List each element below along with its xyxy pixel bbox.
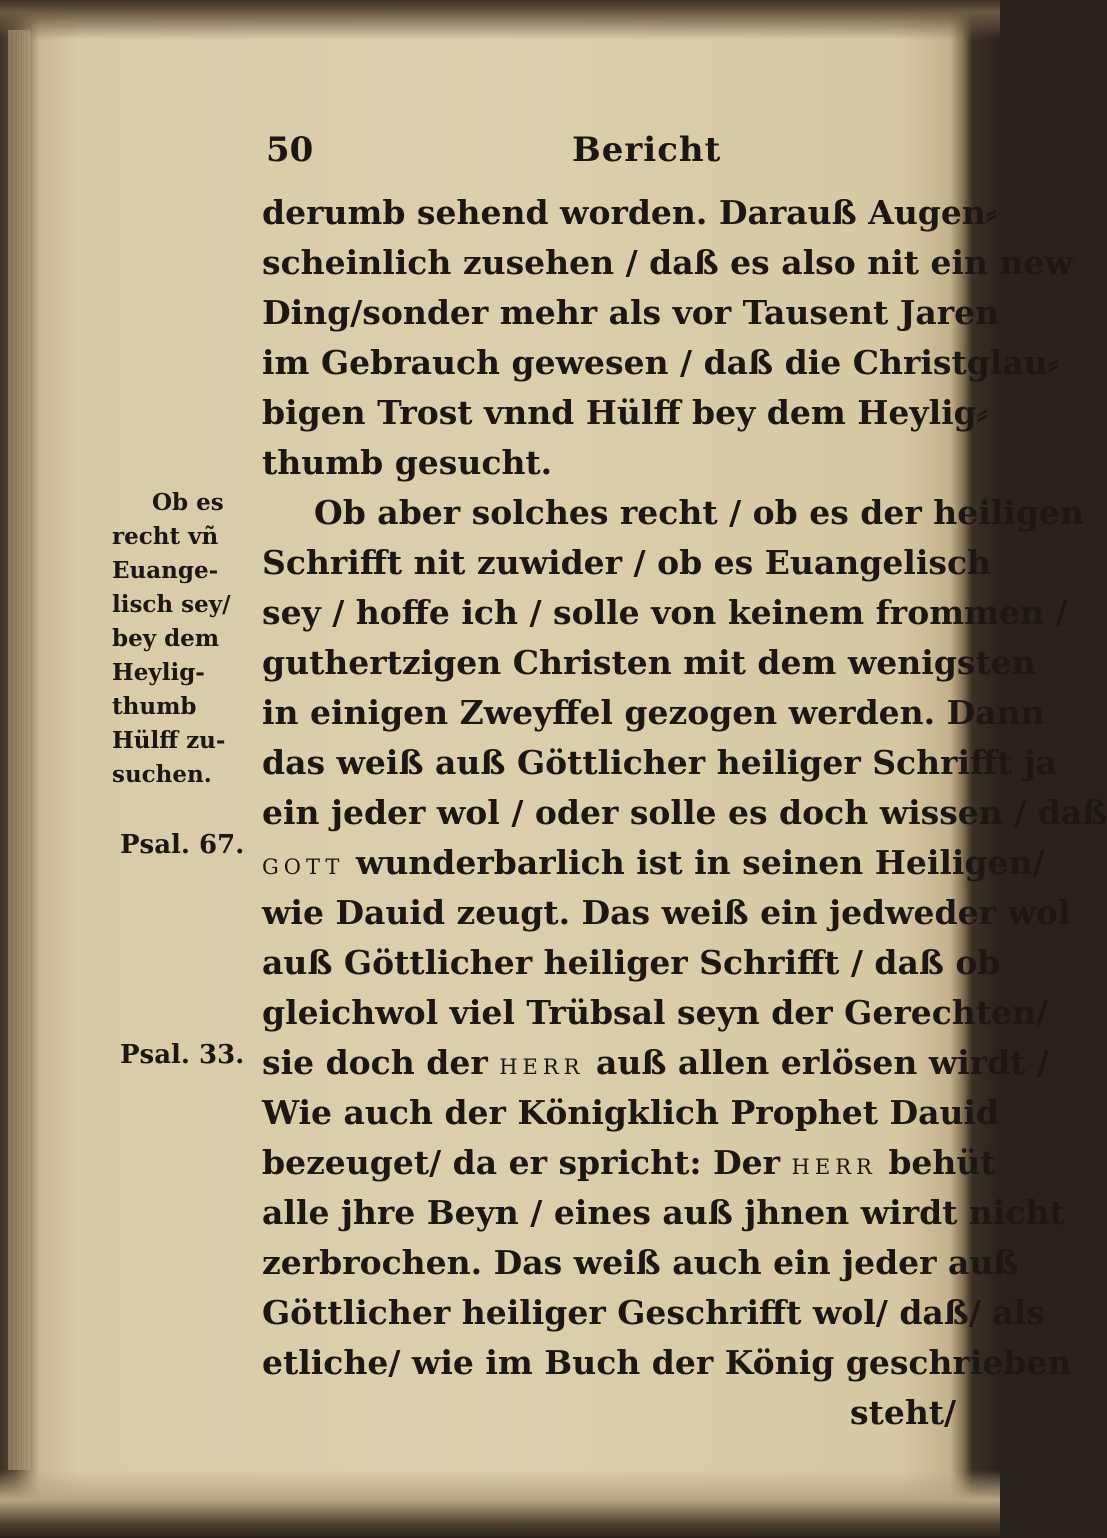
text-line: Schrifft nit zuwider / ob es Euangelisch — [262, 543, 992, 582]
text-line: thumb gesucht. — [262, 443, 553, 482]
text-line: Ding/sonder mehr als vor Tausent Jaren — [262, 293, 1000, 332]
text-line — [262, 838, 1045, 888]
margin-note-line: Hülff zu- — [112, 727, 226, 754]
catchword: steht/ — [850, 1393, 957, 1432]
book-page-edges — [8, 30, 30, 1470]
small-caps-herr: HERR — [499, 1055, 585, 1079]
text-line: wie Dauid zeugt. Das weiß ein jedweder wol — [262, 893, 1071, 932]
text-line-segment: wunderbarlich ist in seinen Heiligen/ — [355, 843, 1045, 882]
small-caps-herr: HERR — [791, 1155, 877, 1179]
margin-psalm-reference: Psal. 33. — [120, 1040, 245, 1070]
text-line: alle jhre Beyn / eines auß jhnen wirdt nicht — [262, 1193, 1065, 1232]
margin-psalm-reference: Psal. 67. — [120, 830, 245, 860]
margin-note-line: thumb — [112, 693, 197, 720]
text-line-segment: auß allen erlösen wirdt / — [596, 1043, 1050, 1082]
running-title: Bericht — [572, 130, 722, 170]
margin-note-line: Heylig- — [112, 659, 205, 686]
text-line: guthertzigen Christen mit dem wenigsten — [262, 643, 1036, 682]
page-top-shadow — [0, 0, 1000, 40]
text-line: gleichwol viel Trübsal seyn der Gerechten/ — [262, 993, 1049, 1032]
text-line: sey / hoffe ich / solle von keinem frommen / — [262, 593, 1068, 632]
text-line: etliche/ wie im Buch der König geschrieben — [262, 1343, 1072, 1382]
text-line: derumb sehend worden. Darauß Augen⸗ — [262, 193, 997, 232]
margin-note-line: Ob es — [152, 489, 224, 516]
text-line — [262, 1138, 996, 1188]
margin-note-line: recht vñ — [112, 523, 219, 550]
page-header — [262, 130, 942, 180]
page-number: 50 — [266, 130, 314, 170]
margin-note-line: suchen. — [112, 761, 212, 788]
text-line: Ob aber solches recht / ob es der heiligen — [314, 493, 1084, 532]
text-line: zerbrochen. Das weiß auch ein jeder auß — [262, 1243, 1019, 1282]
text-line — [262, 1038, 1049, 1088]
text-line: das weiß auß Göttlicher heiliger Schrifft ja — [262, 743, 1058, 782]
text-line: bigen Trost vnnd Hülff bey dem Heylig⸗ — [262, 393, 988, 432]
text-line: auß Göttlicher heiliger Schrifft / daß ob — [262, 943, 1001, 982]
text-line-segment: behüt — [888, 1143, 996, 1182]
text-line: ein jeder wol / oder solle es doch wissen / daß — [262, 793, 1107, 832]
small-caps-gott: GOTT — [262, 855, 345, 879]
text-line-segment: sie doch der — [262, 1043, 488, 1082]
text-line: in einigen Zweyffel gezogen werden. Dann — [262, 693, 1045, 732]
text-line: Göttlicher heiliger Geschrifft wol/ daß/ als — [262, 1293, 1045, 1332]
margin-note-line: bey dem — [112, 625, 220, 652]
text-line: scheinlich zusehen / daß es also nit ein new — [262, 243, 1073, 282]
margin-note-line: Euange- — [112, 557, 219, 584]
margin-note-line: lisch sey/ — [112, 591, 231, 618]
text-line-segment: bezeuget/ da er spricht: Der — [262, 1143, 781, 1182]
text-line: im Gebrauch gewesen / daß die Christglau⸗ — [262, 343, 1059, 382]
text-line: Wie auch der Königklich Prophet Dauid — [262, 1093, 1000, 1132]
page-bottom-shadow — [0, 1470, 1000, 1538]
